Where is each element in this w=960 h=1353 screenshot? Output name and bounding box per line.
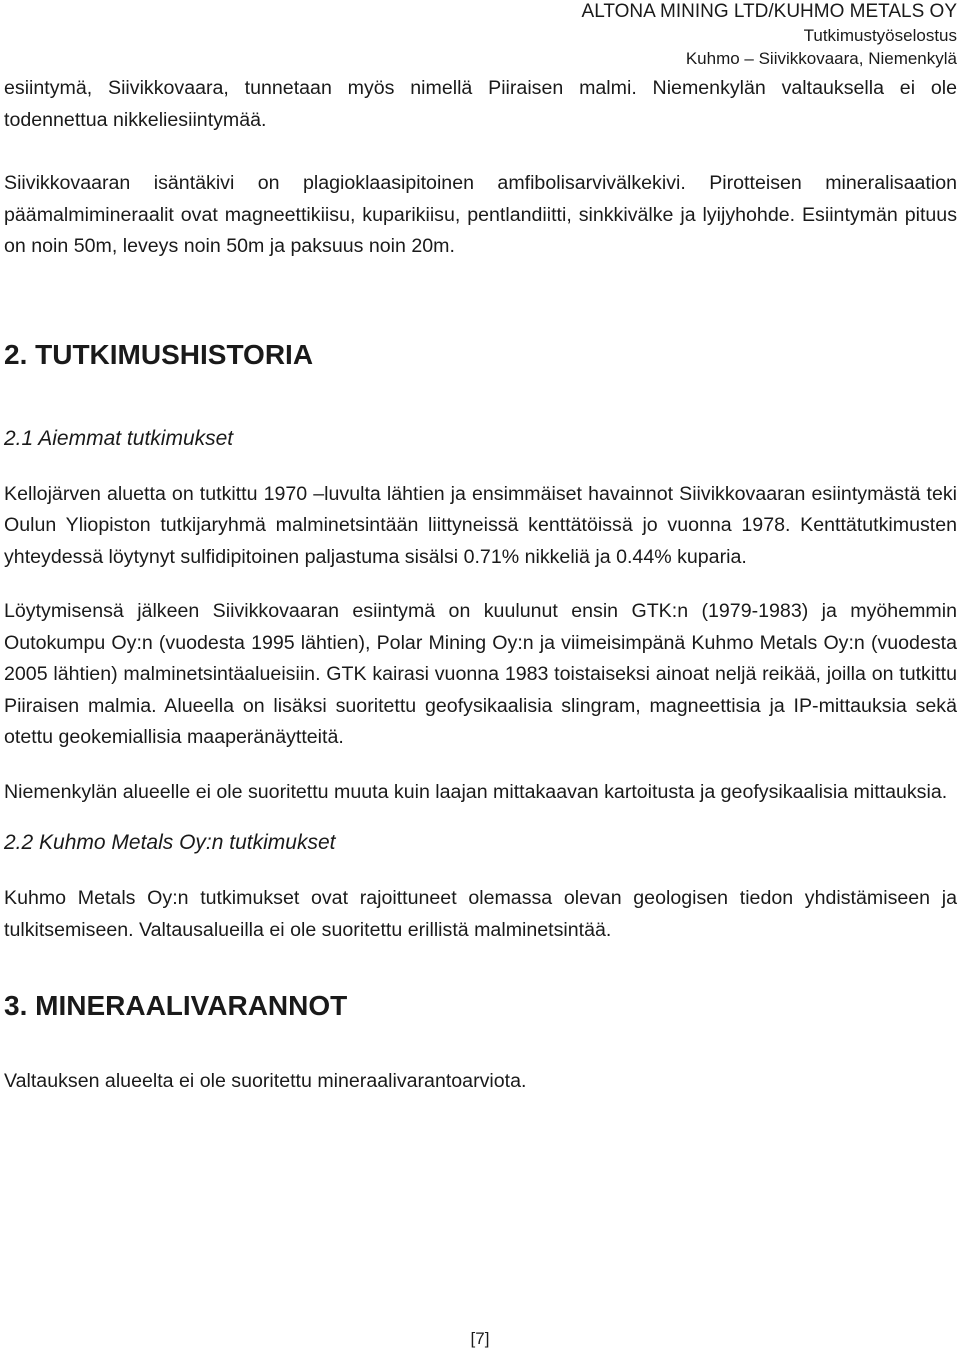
section-2-1-heading: 2.1 Aiemmat tutkimukset	[4, 426, 234, 450]
section-2-heading: 2. TUTKIMUSHISTORIA	[4, 338, 314, 370]
header-doc-type: Tutkimustyöselostus	[803, 26, 957, 45]
section-2-1-paragraph-3: Niemenkylän alueelle ei ole suoritettu muuta kuin laajan mittakaavan kartoitusta ja geofysikaalisia mittauksia.	[4, 780, 948, 803]
intro-paragraph-2: Siivikkovaaran isäntäkivi on plagioklaasipitoinen amfibolisarvivälkekivi. Pirotteisen mineralisaation päämalmimineraalit ovat magneettikiisu, kuparikiisu, pentlandiitti, sinkkivälke ja lyijyhohde. Esiintymän pituus on noin 50m, leveys noin 50m ja paksuus noin 20m.	[4, 172, 957, 257]
page-number: [7]	[470, 1329, 490, 1348]
document-body	[4, 73, 957, 1098]
header-company: ALTONA MINING LTD/KUHMO METALS OY	[581, 1, 957, 22]
section-2-1-paragraph-2: Löytymisensä jälkeen Siivikkovaaran esiintymä on kuulunut ensin GTK:n (1979-1983) ja myöhemmin Outokumpu Oy:n (vuodesta 1995 lähtien), Polar Mining Oy:n ja viimeisimpänä Kuhmo Metals Oy:n (vuodesta 2005 lähtien) malminetsintäalueisiin. GTK kairasi vuonna 1983 toistaiseksi ainoat neljä reikää, joilla on tutkittu Piiraisen malmia. Alueella on lisäksi suoritettu geofysikaalisia slingram, magneettisia ja IP-mittauksia sekä otettu geokemiallisia maaperänäytteitä.	[4, 600, 957, 748]
section-3-heading: 3. MINERAALIVARANNOT	[4, 990, 348, 1021]
section-2-2-heading: 2.2 Kuhmo Metals Oy:n tutkimukset	[4, 831, 336, 854]
section-2-2-paragraph-1: Kuhmo Metals Oy:n tutkimukset ovat rajoittuneet olemassa olevan geologisen tiedon yhdistämiseen ja tulkitsemiseen. Valtausalueilla ei ole suoritettu erillistä malminetsintää.	[4, 887, 957, 941]
page-header	[582, 0, 957, 70]
intro-paragraph-1: esiintymä, Siivikkovaara, tunnetaan myös nimellä Piiraisen malmi. Niemenkylän valtauksella ei ole todennettua nikkeliesiintymää.	[4, 77, 957, 131]
header-location: Kuhmo – Siivikkovaara, Niemenkylä	[685, 49, 957, 68]
section-3-paragraph-1: Valtauksen alueelta ei ole suoritettu mineraalivarantoarviota.	[4, 1070, 527, 1092]
section-2-1-paragraph-1: Kellojärven aluetta on tutkittu 1970 –luvulta lähtien ja ensimmäiset havainnot Siivikkovaaran esiintymästä teki Oulun Yliopiston tutkijaryhmä malminetsintään liittyneissä kenttätöissä jo vuonna 1978. Kenttätutkimusten yhteydessä löytynyt sulfidipitoinen paljastuma sisälsi 0.71% nikkeliä ja 0.44% kuparia.	[4, 482, 957, 568]
